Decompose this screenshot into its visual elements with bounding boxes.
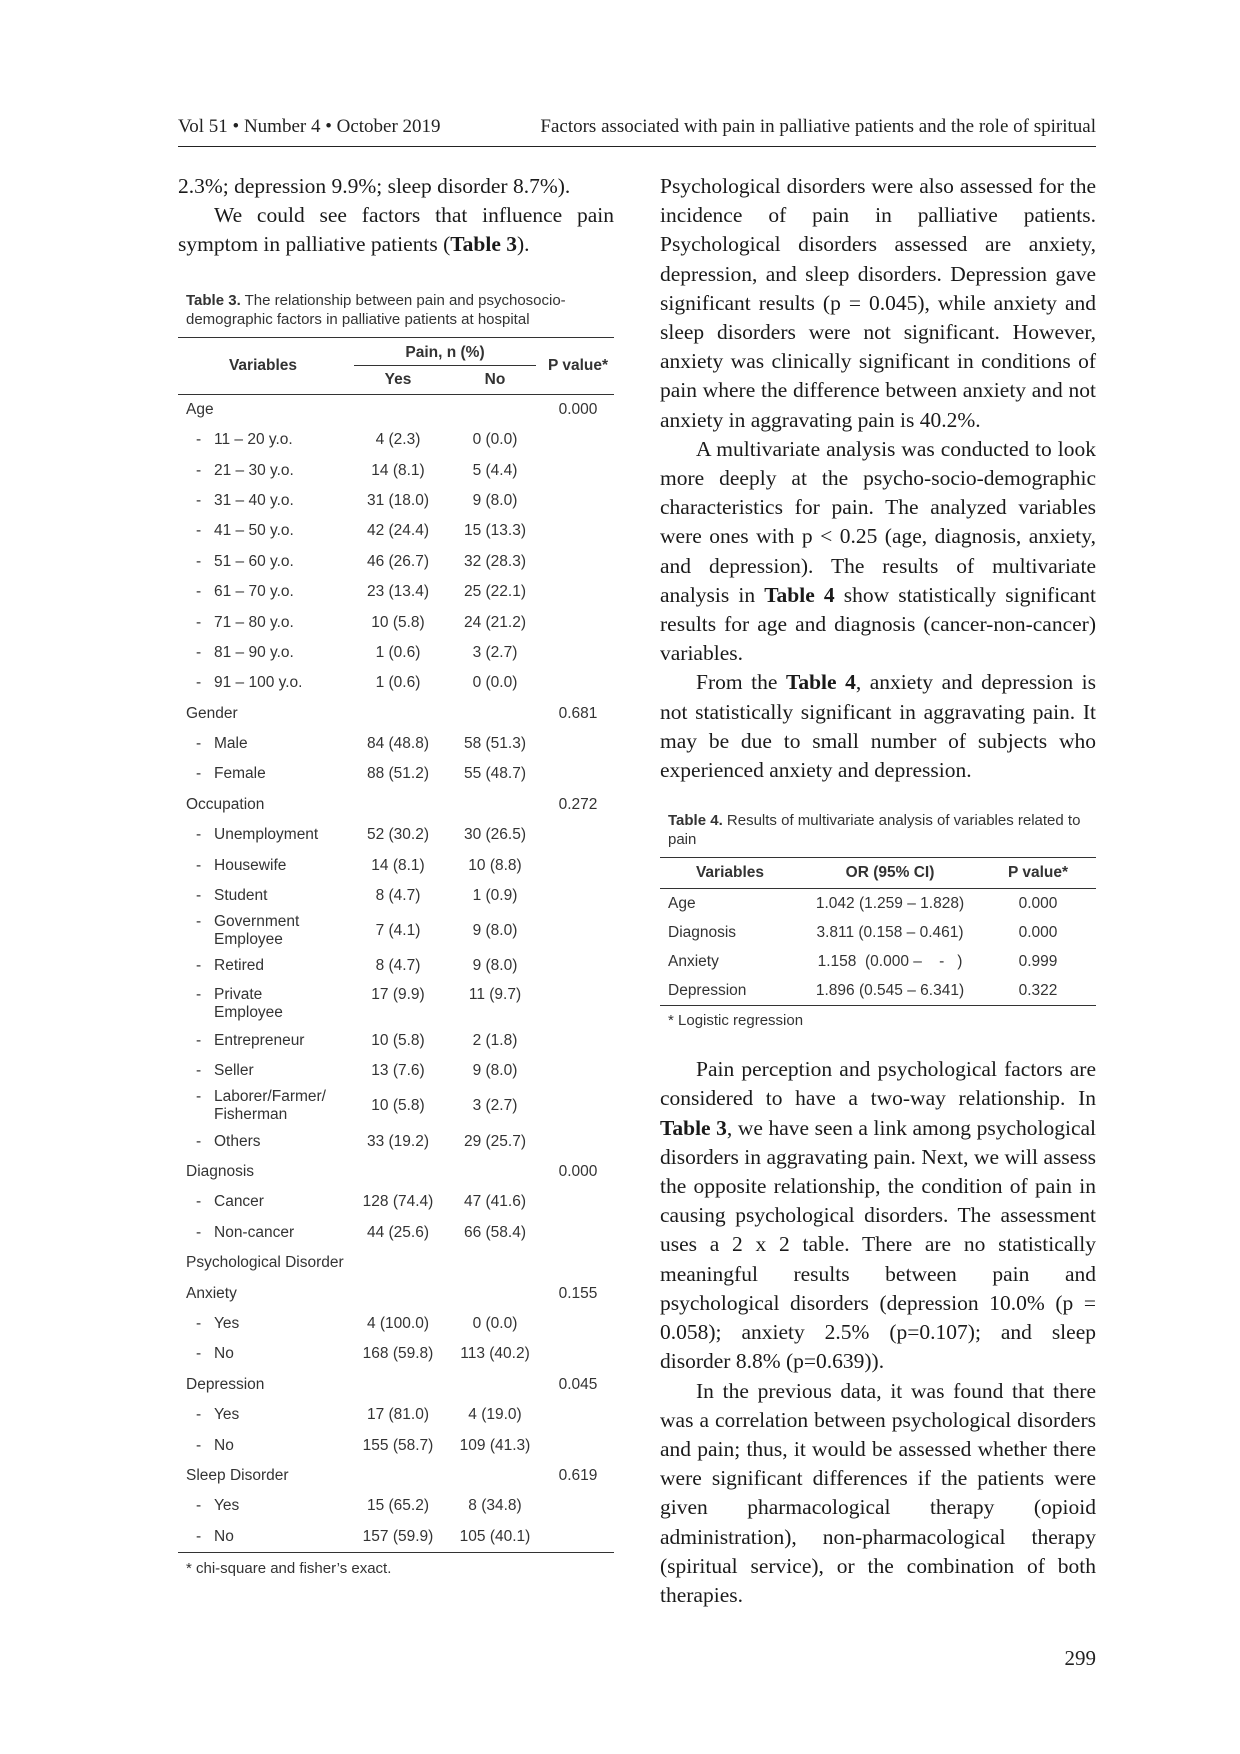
p-value (542, 486, 614, 516)
yes-value: 42 (24.4) (366, 522, 430, 540)
variable-label (178, 911, 348, 951)
no-value: 10 (8.8) (468, 856, 522, 874)
table-reference: Table 3 (450, 232, 518, 257)
p-value (542, 455, 614, 485)
p-value: 0.045 (558, 1375, 598, 1393)
table-row (178, 982, 614, 1026)
dash-marker: - (196, 1088, 202, 1106)
p-value (542, 638, 614, 668)
dash-marker: - (196, 1193, 202, 1211)
dash-marker: - (196, 1406, 202, 1424)
variable-text: Non-cancer (214, 1223, 295, 1241)
paragraph (660, 1055, 1096, 1376)
p-value: 0.322 (1018, 981, 1058, 999)
variable-text: 11 – 20 y.o. (214, 431, 293, 449)
table-reference: Table 4 (785, 670, 856, 695)
text-span: From the (696, 670, 786, 695)
table4 (660, 857, 1096, 1005)
yes-value: 155 (58.7) (362, 1436, 434, 1454)
p-value: 0.155 (558, 1284, 598, 1302)
dash-marker: - (196, 552, 202, 570)
no-value: 47 (41.6) (463, 1193, 527, 1211)
no-value: 66 (58.4) (463, 1223, 527, 1241)
table-row (178, 1126, 614, 1156)
p-value (542, 1056, 614, 1086)
text-span: show statistically significant results for age and diagnosis (cancer-non-cancer) variables. (660, 582, 1096, 666)
no-value: 32 (28.3) (463, 552, 527, 570)
p-value (542, 881, 614, 911)
variable-label (178, 516, 348, 546)
yes-value: 13 (7.6) (371, 1062, 425, 1080)
yes-value: 8 (4.7) (375, 887, 421, 905)
variable-label (178, 607, 348, 637)
no-value: 30 (26.5) (463, 826, 527, 844)
or-value: 3.811 (0.158 – 0.461) (816, 923, 964, 941)
p-value: 0.681 (558, 704, 598, 722)
dash-marker: - (196, 613, 202, 631)
variable-label (178, 982, 348, 1026)
p-value (542, 547, 614, 577)
variable-label (178, 1491, 348, 1521)
dash-marker: - (196, 491, 202, 509)
variable-label: Depression (668, 981, 747, 999)
table-row (178, 668, 614, 698)
yes-value: 33 (19.2) (366, 1132, 430, 1150)
p-value (542, 1187, 614, 1217)
p-value (542, 1430, 614, 1460)
dash-marker: - (196, 1527, 202, 1545)
table-row (660, 976, 1096, 1005)
text-span: A multivariate analysis was conducted to look more deeply at the psycho-socio-demographic characteristics for pain. The analyzed variables were ones with p < 0.25 (age, diagnosis, anxiety, and depression). The results of multivariate analysis in (660, 436, 1096, 607)
p-value (542, 1309, 614, 1339)
no-value: 15 (13.3) (463, 522, 527, 540)
yes-value: 14 (8.1) (371, 856, 425, 874)
table-row (178, 699, 614, 729)
or-value: 1.042 (1.259 – 1.828) (815, 894, 965, 912)
variable-text: Private Employee (214, 985, 283, 1021)
yes-value: 128 (74.4) (362, 1193, 434, 1211)
variable-text: Government Employee (214, 913, 300, 949)
dash-marker: - (196, 643, 202, 661)
dash-marker: - (196, 522, 202, 540)
p-value (542, 759, 614, 789)
variable-label (178, 1339, 348, 1369)
table-row (178, 1491, 614, 1521)
category-label: Sleep Disorder (186, 1466, 289, 1484)
left-column (178, 172, 614, 1577)
category-label: Depression (186, 1375, 265, 1393)
or-value: 1.158 (0.000 – - ) (817, 952, 963, 970)
variable-label (178, 455, 348, 485)
dash-marker: - (196, 461, 202, 479)
no-value: 4 (19.0) (468, 1406, 522, 1424)
p-value (542, 911, 614, 951)
variable-text: Retired (214, 957, 264, 975)
yes-value: 157 (59.9) (362, 1527, 434, 1545)
dash-marker: - (196, 583, 202, 601)
variable-text: No (214, 1345, 234, 1363)
no-value: 25 (22.1) (463, 583, 527, 601)
variable-label (178, 759, 348, 789)
dash-marker: - (196, 735, 202, 753)
table4-body (660, 889, 1096, 1006)
dash-marker: - (196, 957, 202, 975)
no-value: 0 (0.0) (472, 1314, 518, 1332)
table-row (178, 1278, 614, 1308)
yes-value: 23 (13.4) (366, 583, 430, 601)
table-row (178, 1086, 614, 1126)
table-row (178, 455, 614, 485)
table-row (178, 790, 614, 820)
variable-text: Female (214, 765, 266, 783)
table-row (178, 1218, 614, 1248)
no-value: 0 (0.0) (472, 431, 518, 449)
no-value: 2 (1.8) (472, 1031, 518, 1049)
caption-text: The relationship between pain and psychosocio-demographic factors in palliative patients at hospital (186, 291, 566, 328)
variable-label (178, 1187, 348, 1217)
p-value (542, 951, 614, 981)
category-label: Occupation (186, 795, 265, 813)
variable-label (178, 1056, 348, 1086)
or-value: 1.896 (0.545 – 6.341) (815, 981, 965, 999)
variable-label (178, 638, 348, 668)
no-value: 55 (48.7) (463, 765, 527, 783)
table-row (178, 486, 614, 516)
p-value (542, 820, 614, 850)
dash-marker: - (196, 431, 202, 449)
p-value: 0.000 (558, 1163, 598, 1180)
dash-marker: - (196, 1436, 202, 1454)
p-value (542, 1086, 614, 1126)
category-label: Psychological Disorder (186, 1254, 344, 1272)
table3 (178, 337, 614, 1552)
yes-value: 15 (65.2) (366, 1497, 430, 1515)
yes-value: 84 (48.8) (366, 735, 430, 753)
variable-text: No (214, 1436, 234, 1454)
paragraph: In the previous data, it was found that there was a correlation between psychological disorders and pain; thus, it would be assessed whether there were significant differences if the patients were given pharmacological therapy (opioid administration), non-pharmacological therapy (spiritual service), or the combination of both therapies. (660, 1378, 1096, 1607)
dash-marker: - (196, 1132, 202, 1150)
text-span: Pain perception and psychological factors are considered to have a two-way relationship. In (660, 1057, 1096, 1111)
yes-value: 44 (25.6) (366, 1223, 430, 1241)
yes-value: 52 (30.2) (366, 826, 430, 844)
variable-label (178, 1086, 348, 1126)
no-value: 1 (0.9) (472, 887, 518, 905)
text-span: ). (517, 232, 530, 257)
dash-marker: - (196, 856, 202, 874)
p-value (542, 850, 614, 880)
col-header-pvalue: P value* (1007, 864, 1069, 882)
no-value: 3 (2.7) (472, 643, 518, 661)
table-row (178, 638, 614, 668)
table-row (178, 1461, 614, 1491)
variable-label: Anxiety (668, 952, 719, 970)
text-span: , anxiety and depression is not statistically significant in aggravating pain. It may be due to small number of subjects who experienced anxiety and depression. (660, 670, 1097, 783)
pain-label: Pain, n (%) (354, 344, 536, 366)
variable-label (178, 668, 348, 698)
col-header-variables: Variables (228, 356, 298, 374)
page-number: 299 (1064, 1646, 1096, 1670)
p-value (542, 1491, 614, 1521)
yes-value: 10 (5.8) (371, 1031, 425, 1049)
dash-marker: - (196, 1314, 202, 1332)
table4-footnote: * Logistic regression (668, 1012, 804, 1030)
paragraph (660, 435, 1096, 669)
variable-label (178, 1430, 348, 1460)
no-value: 109 (41.3) (459, 1436, 531, 1454)
table-row (178, 1187, 614, 1217)
p-value (542, 982, 614, 1026)
variable-text: Yes (214, 1314, 240, 1332)
header-journal-info: Vol 51 • Number 4 • October 2019 (178, 116, 441, 137)
table-reference: Table 3 (660, 1115, 727, 1140)
right-column (660, 172, 1096, 1610)
variable-label (178, 820, 348, 850)
p-value: 0.000 (1018, 894, 1058, 912)
dash-marker: - (196, 1497, 202, 1515)
p-value (542, 1218, 614, 1248)
p-value (542, 1026, 614, 1056)
dash-marker: - (196, 985, 202, 1003)
dash-marker: - (196, 1223, 202, 1241)
yes-value: 7 (4.1) (375, 922, 421, 940)
caption-label: Table 4. (668, 812, 723, 830)
variable-text: 81 – 90 y.o. (214, 643, 294, 661)
p-value (542, 1339, 614, 1369)
dash-marker: - (196, 674, 202, 692)
paragraph: Psychological disorders were also assessed for the incidence of pain in palliative patients. Psychological disorders assessed are anxiety, depression, and sleep disorders. Depression gave significant results (p = 0.045), while anxiety and sleep disorders were not significant. However, anxiety was clinically significant in conditions of pain where the difference between anxiety and not anxiety in aggravating pain is 40.2%. (660, 174, 1096, 432)
table-row (178, 759, 614, 789)
table-row (178, 516, 614, 546)
table-reference: Table 4 (764, 582, 835, 607)
dash-marker: - (196, 1345, 202, 1363)
table-row (178, 1400, 614, 1430)
table-row (178, 607, 614, 637)
p-value (542, 1248, 614, 1278)
no-value: 5 (4.4) (472, 461, 518, 479)
col-header-no: No (484, 370, 506, 388)
table-row (178, 425, 614, 455)
table3-footnote: * chi-square and fisher’s exact. (186, 1559, 392, 1577)
table-row (178, 729, 614, 759)
yes-value: 168 (59.8) (362, 1345, 434, 1363)
variable-text: Laborer/Farmer/ Fisherman (214, 1088, 326, 1124)
yes-value: 31 (18.0) (366, 491, 430, 509)
yes-value: 10 (5.8) (371, 613, 425, 631)
table-row (178, 1522, 614, 1552)
yes-value: 17 (9.9) (371, 985, 425, 1003)
yes-value: 46 (26.7) (366, 552, 430, 570)
table-row (178, 1430, 614, 1460)
variable-label (178, 1400, 348, 1430)
variable-label (178, 1522, 348, 1552)
variable-text: 71 – 80 y.o. (214, 613, 294, 631)
table-row (178, 820, 614, 850)
variable-text: Housewife (214, 856, 287, 874)
col-header-or: OR (95% CI) (845, 864, 935, 882)
table3-body (178, 394, 614, 1552)
table-row (178, 1157, 614, 1187)
variable-text: 61 – 70 y.o. (214, 583, 294, 601)
p-value (542, 1522, 614, 1552)
table-row (178, 547, 614, 577)
paragraph (660, 668, 1096, 785)
category-label: Age (186, 400, 214, 418)
table-row (660, 889, 1096, 919)
table-row (178, 881, 614, 911)
yes-value: 14 (8.1) (371, 461, 425, 479)
no-value: 3 (2.7) (472, 1097, 518, 1115)
variable-text: Yes (214, 1497, 240, 1515)
table-row (178, 1339, 614, 1369)
no-value: 0 (0.0) (472, 674, 518, 692)
col-header-variables: Variables (695, 864, 765, 882)
table-row (178, 1309, 614, 1339)
p-value (542, 577, 614, 607)
no-value: 24 (21.2) (463, 613, 527, 631)
variable-label (178, 951, 348, 981)
table-row (178, 850, 614, 880)
p-value (542, 607, 614, 637)
variable-text: Yes (214, 1406, 240, 1424)
variable-text: Seller (214, 1062, 254, 1080)
table-row (178, 1056, 614, 1086)
text-span: , we have seen a link among psychological disorders in aggravating pain. Next, we will assess the opposite relationship, the condition of pain in causing psychological disorders. The assessment uses a 2 x 2 table. There are no statistically meaningful results between pain and psychological disorders (depression 10.0% (p = 0.058); anxiety 2.5% (p=0.107); and sleep disorder 8.8% (p=0.639)). (660, 1115, 1096, 1374)
variable-text: 51 – 60 y.o. (214, 552, 294, 570)
table-row (178, 951, 614, 981)
no-value: 105 (40.1) (459, 1527, 531, 1545)
dash-marker: - (196, 826, 202, 844)
no-value: 8 (34.8) (468, 1497, 522, 1515)
table-row (178, 1248, 614, 1278)
variable-text: 41 – 50 y.o. (214, 522, 294, 540)
dash-marker: - (196, 765, 202, 783)
col-header-pain (348, 337, 542, 366)
yes-value: 4 (2.3) (375, 431, 421, 449)
p-value: 0.619 (558, 1466, 598, 1484)
table4-caption (668, 811, 1096, 849)
yes-value: 8 (4.7) (375, 957, 421, 975)
table-row (660, 947, 1096, 976)
variable-text: 91 – 100 y.o. (214, 674, 303, 692)
table-row (178, 394, 614, 425)
paragraph (178, 201, 614, 259)
variable-text: Unemployment (214, 826, 319, 844)
variable-text: Student (214, 887, 268, 905)
caption-label: Table 3. (186, 291, 241, 309)
no-value: 9 (8.0) (472, 491, 518, 509)
dash-marker: - (196, 1062, 202, 1080)
p-value: 0.000 (1018, 923, 1058, 941)
no-value: 9 (8.0) (472, 1062, 518, 1080)
yes-value: 1 (0.6) (375, 674, 421, 692)
table-row (178, 1026, 614, 1056)
category-label: Anxiety (186, 1284, 237, 1302)
table-row (178, 911, 614, 951)
variable-label (178, 1126, 348, 1156)
variable-label (178, 881, 348, 911)
p-value: 0.999 (1018, 952, 1058, 970)
variable-text: Entrepreneur (214, 1031, 305, 1049)
variable-label (178, 1309, 348, 1339)
p-value: 0.272 (558, 795, 598, 813)
yes-value: 88 (51.2) (366, 765, 430, 783)
col-header-yes: Yes (384, 370, 412, 388)
dash-marker: - (196, 887, 202, 905)
variable-text: 31 – 40 y.o. (214, 491, 294, 509)
table-row (178, 577, 614, 607)
no-value: 9 (8.0) (472, 957, 518, 975)
p-value (542, 516, 614, 546)
category-label: Diagnosis (186, 1163, 255, 1180)
no-value: 9 (8.0) (472, 922, 518, 940)
variable-label (178, 729, 348, 759)
paragraph: 2.3%; depression 9.9%; sleep disorder 8.7%). (178, 174, 571, 198)
dash-marker: - (196, 913, 202, 931)
variable-text: Male (214, 735, 248, 753)
p-value (542, 1126, 614, 1156)
table3-caption (186, 291, 614, 329)
p-value (542, 668, 614, 698)
variable-label (178, 425, 348, 455)
text-span: We could see factors that influence pain symptom in palliative patients ( (178, 203, 614, 257)
p-value (542, 1400, 614, 1430)
variable-label (178, 577, 348, 607)
variable-text: Others (214, 1132, 261, 1150)
caption-text: Results of multivariate analysis of variables related to pain (668, 812, 1081, 849)
dash-marker: - (196, 1031, 202, 1049)
no-value: 113 (40.2) (460, 1345, 530, 1363)
table-row (178, 1370, 614, 1400)
variable-text: No (214, 1527, 234, 1545)
variable-label (178, 850, 348, 880)
p-value (542, 425, 614, 455)
no-value: 58 (51.3) (463, 735, 527, 753)
variable-label: Diagnosis (668, 923, 737, 941)
variable-text: Cancer (214, 1193, 264, 1211)
yes-value: 1 (0.6) (375, 643, 421, 661)
yes-value: 10 (5.8) (371, 1097, 425, 1115)
variable-label: Age (668, 894, 696, 912)
p-value (542, 729, 614, 759)
header-article-title: Factors associated with pain in palliative patients and the role of spiritual (540, 116, 1096, 137)
no-value: 11 (9.7) (468, 985, 522, 1003)
no-value: 29 (25.7) (463, 1132, 527, 1150)
variable-label (178, 1026, 348, 1056)
running-header (178, 116, 1096, 147)
table-row (660, 918, 1096, 947)
yes-value: 4 (100.0) (366, 1314, 430, 1332)
yes-value: 17 (81.0) (366, 1406, 430, 1424)
variable-label (178, 547, 348, 577)
col-header-pvalue: P value* (547, 356, 609, 374)
variable-text: 21 – 30 y.o. (214, 461, 294, 479)
category-label: Gender (186, 704, 238, 722)
variable-label (178, 486, 348, 516)
variable-label (178, 1218, 348, 1248)
p-value: 0.000 (558, 400, 598, 418)
